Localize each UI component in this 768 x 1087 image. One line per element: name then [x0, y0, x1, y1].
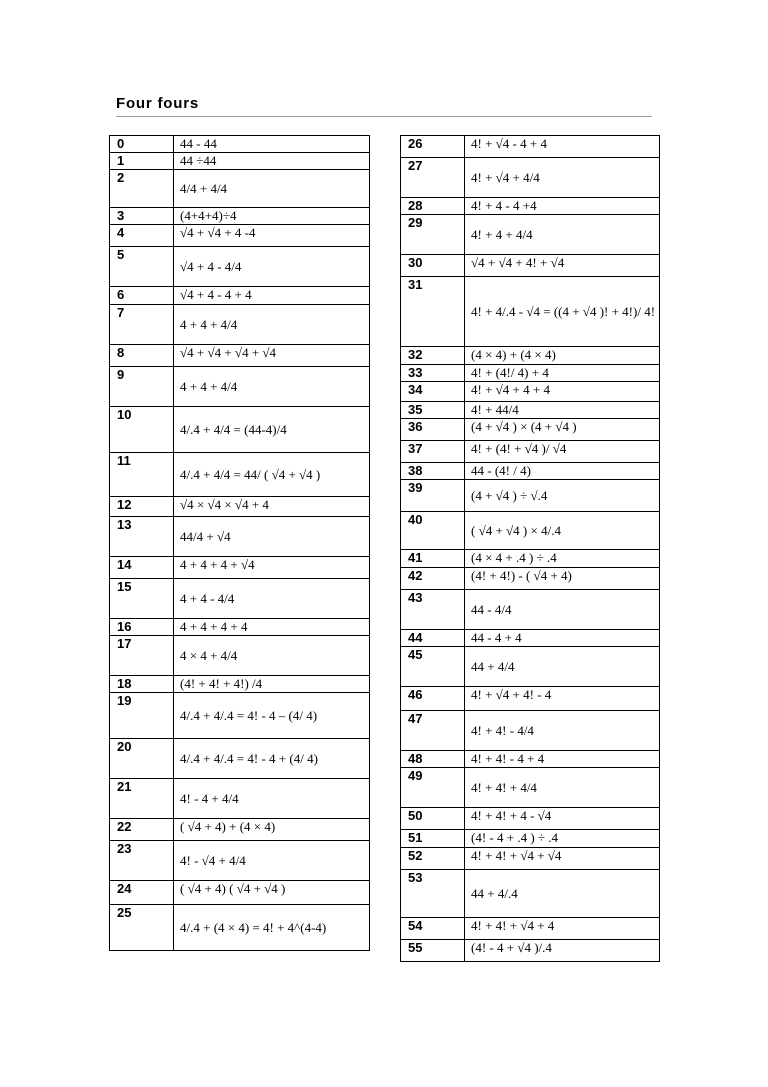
row-number: 41 [401, 550, 465, 568]
row-expression: 4/.4 + 4/.4 = 4! - 4 + (4/ 4) [174, 739, 370, 779]
row-expression: 44 - 4/4 [465, 590, 660, 630]
row-number: 42 [401, 568, 465, 590]
row-number: 14 [110, 557, 174, 579]
row-number: 22 [110, 819, 174, 841]
four-fours-table-right [400, 135, 660, 962]
table-row [110, 579, 370, 619]
row-expression: 4 + 4 + 4 + 4 [174, 619, 370, 636]
row-expression: 4! + 44/4 [465, 402, 660, 419]
row-number: 21 [110, 779, 174, 819]
row-number: 24 [110, 881, 174, 905]
row-number: 0 [110, 136, 174, 153]
table-row [110, 453, 370, 497]
row-expression: 4! + √4 - 4 + 4 [465, 136, 660, 158]
row-expression: 4 × 4 + 4/4 [174, 636, 370, 676]
table-row [401, 590, 660, 630]
row-expression: √4 + 4 - 4/4 [174, 247, 370, 287]
row-number: 48 [401, 751, 465, 768]
row-number: 47 [401, 711, 465, 751]
table-row [401, 647, 660, 687]
row-number: 9 [110, 367, 174, 407]
row-number: 20 [110, 739, 174, 779]
table-row [110, 636, 370, 676]
row-expression: 4 + 4 + 4/4 [174, 305, 370, 345]
row-expression: (4+4+4)÷4 [174, 208, 370, 225]
row-number: 50 [401, 808, 465, 830]
table-row [110, 619, 370, 636]
table-row [401, 940, 660, 962]
row-expression: 4! + 4! - 4 + 4 [465, 751, 660, 768]
table-row [110, 225, 370, 247]
row-number: 45 [401, 647, 465, 687]
row-number: 29 [401, 215, 465, 255]
table-row [110, 153, 370, 170]
row-number: 8 [110, 345, 174, 367]
row-expression: 4! + 4! + 4 - √4 [465, 808, 660, 830]
row-number: 39 [401, 480, 465, 512]
table-row [401, 441, 660, 463]
table-row [401, 711, 660, 751]
row-number: 44 [401, 630, 465, 647]
row-expression: 44/4 + √4 [174, 517, 370, 557]
table-row [110, 305, 370, 345]
row-number: 46 [401, 687, 465, 711]
row-expression: (4 + √4 ) × (4 + √4 ) [465, 419, 660, 441]
table-row [401, 365, 660, 382]
table-row [401, 402, 660, 419]
row-number: 25 [110, 905, 174, 951]
row-number: 38 [401, 463, 465, 480]
row-expression: 44 - (4! / 4) [465, 463, 660, 480]
table-row [110, 407, 370, 453]
row-number: 30 [401, 255, 465, 277]
row-expression: 44 - 44 [174, 136, 370, 153]
row-number: 3 [110, 208, 174, 225]
row-number: 17 [110, 636, 174, 676]
row-expression: 4 + 4 + 4 + √4 [174, 557, 370, 579]
table-row [401, 848, 660, 870]
table-row [110, 517, 370, 557]
table-row [401, 158, 660, 198]
row-expression: 4! + √4 + 4/4 [465, 158, 660, 198]
row-number: 19 [110, 693, 174, 739]
table-row [110, 208, 370, 225]
row-expression: √4 + √4 + 4! + √4 [465, 255, 660, 277]
table-row [401, 255, 660, 277]
row-expression: 4! + 4! + 4/4 [465, 768, 660, 808]
row-expression: 44 ÷44 [174, 153, 370, 170]
table-row [110, 557, 370, 579]
table-row [110, 905, 370, 951]
row-number: 43 [401, 590, 465, 630]
row-expression: 4! + 4! - 4/4 [465, 711, 660, 751]
row-expression: 44 + 4/.4 [465, 870, 660, 918]
row-number: 18 [110, 676, 174, 693]
row-number: 36 [401, 419, 465, 441]
row-number: 53 [401, 870, 465, 918]
four-fours-table-left [109, 135, 370, 951]
row-expression: 4/4 + 4/4 [174, 170, 370, 208]
row-expression: (4 + √4 ) ÷ √.4 [465, 480, 660, 512]
row-expression: 4/.4 + 4/4 = 44/ ( √4 + √4 ) [174, 453, 370, 497]
row-expression: (4! + 4! + 4!) /4 [174, 676, 370, 693]
row-expression: √4 + √4 + √4 + √4 [174, 345, 370, 367]
row-expression: 4! + (4!/ 4) + 4 [465, 365, 660, 382]
table-row [110, 497, 370, 517]
table-row [401, 918, 660, 940]
row-expression: 4! + 4 - 4 +4 [465, 198, 660, 215]
row-number: 13 [110, 517, 174, 557]
row-expression: 4! + (4! + √4 )/ √4 [465, 441, 660, 463]
table-row [401, 687, 660, 711]
row-expression: 4! + 4! + √4 + 4 [465, 918, 660, 940]
row-number: 23 [110, 841, 174, 881]
row-number: 2 [110, 170, 174, 208]
table-row [401, 419, 660, 441]
table-row [401, 550, 660, 568]
row-number: 7 [110, 305, 174, 345]
row-number: 11 [110, 453, 174, 497]
row-number: 12 [110, 497, 174, 517]
row-number: 6 [110, 287, 174, 305]
row-number: 16 [110, 619, 174, 636]
row-expression: 4! - √4 + 4/4 [174, 841, 370, 881]
table-row [110, 247, 370, 287]
row-number: 54 [401, 918, 465, 940]
row-expression: (4! + 4!) - ( √4 + 4) [465, 568, 660, 590]
row-expression: ( √4 + 4) ( √4 + √4 ) [174, 881, 370, 905]
table-row [401, 277, 660, 347]
table-row [110, 287, 370, 305]
table-row [110, 367, 370, 407]
row-expression: 4! + 4 + 4/4 [465, 215, 660, 255]
table-row [401, 630, 660, 647]
row-expression: 4! - 4 + 4/4 [174, 779, 370, 819]
row-expression: 4 + 4 - 4/4 [174, 579, 370, 619]
row-expression: 4! + √4 + 4! - 4 [465, 687, 660, 711]
row-expression: 4/.4 + 4/4 = (44-4)/4 [174, 407, 370, 453]
row-number: 40 [401, 512, 465, 550]
table-row [401, 751, 660, 768]
row-expression: √4 × √4 × √4 + 4 [174, 497, 370, 517]
table-row [110, 136, 370, 153]
row-expression: 44 - 4 + 4 [465, 630, 660, 647]
table-row [401, 463, 660, 480]
row-expression: ( √4 + 4) + (4 × 4) [174, 819, 370, 841]
page-title: Four fours [116, 95, 199, 112]
table-row [401, 198, 660, 215]
table-row [401, 347, 660, 365]
table-row [401, 215, 660, 255]
row-expression: 4/.4 + 4/.4 = 4! - 4 – (4/ 4) [174, 693, 370, 739]
table-row [401, 870, 660, 918]
row-number: 34 [401, 382, 465, 402]
table-row [110, 881, 370, 905]
row-number: 35 [401, 402, 465, 419]
row-expression: 4! + 4! + √4 + √4 [465, 848, 660, 870]
row-number: 49 [401, 768, 465, 808]
row-number: 27 [401, 158, 465, 198]
table-row [110, 170, 370, 208]
row-expression: √4 + 4 - 4 + 4 [174, 287, 370, 305]
row-number: 55 [401, 940, 465, 962]
table-row [110, 779, 370, 819]
table-row [401, 480, 660, 512]
row-number: 26 [401, 136, 465, 158]
row-number: 52 [401, 848, 465, 870]
row-expression: (4 × 4 + .4 ) ÷ .4 [465, 550, 660, 568]
row-number: 15 [110, 579, 174, 619]
table-row [110, 693, 370, 739]
row-number: 32 [401, 347, 465, 365]
row-number: 4 [110, 225, 174, 247]
row-number: 33 [401, 365, 465, 382]
row-expression: 44 + 4/4 [465, 647, 660, 687]
row-expression: 4/.4 + (4 × 4) = 4! + 4^(4-4) [174, 905, 370, 951]
table-row [401, 808, 660, 830]
table-row [401, 512, 660, 550]
row-number: 1 [110, 153, 174, 170]
table-row [110, 739, 370, 779]
table-row [401, 568, 660, 590]
table-row [110, 841, 370, 881]
row-expression: (4! - 4 + .4 ) ÷ .4 [465, 830, 660, 848]
row-number: 31 [401, 277, 465, 347]
table-row [401, 382, 660, 402]
row-number: 10 [110, 407, 174, 453]
table-row [401, 136, 660, 158]
row-expression: (4! - 4 + √4 )/.4 [465, 940, 660, 962]
table-row [110, 676, 370, 693]
table-row [401, 768, 660, 808]
row-expression: √4 + √4 + 4 -4 [174, 225, 370, 247]
table-row [110, 345, 370, 367]
title-underline [116, 116, 652, 117]
row-number: 37 [401, 441, 465, 463]
table-row [401, 830, 660, 848]
row-expression: 4 + 4 + 4/4 [174, 367, 370, 407]
row-expression: (4 × 4) + (4 × 4) [465, 347, 660, 365]
row-expression: ( √4 + √4 ) × 4/.4 [465, 512, 660, 550]
row-number: 5 [110, 247, 174, 287]
row-expression: 4! + 4/.4 - √4 = ((4 + √4 )! + 4!)/ 4! [465, 277, 660, 347]
row-number: 28 [401, 198, 465, 215]
table-row [110, 819, 370, 841]
row-number: 51 [401, 830, 465, 848]
row-expression: 4! + √4 + 4 + 4 [465, 382, 660, 402]
